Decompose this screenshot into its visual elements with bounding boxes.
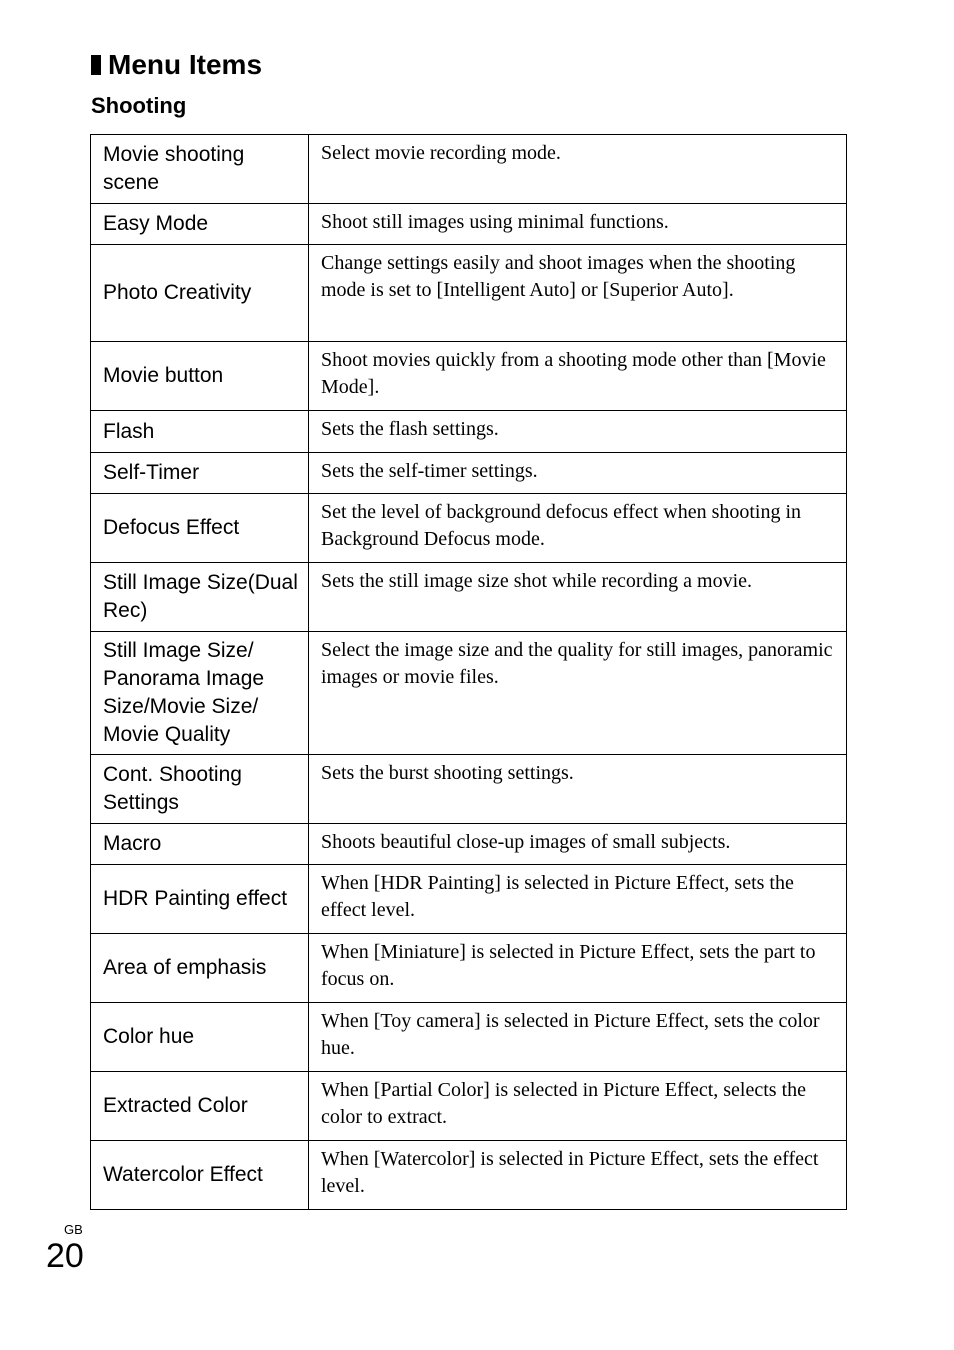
menu-item-name: Movie shooting scene: [91, 135, 309, 204]
menu-item-name: Macro: [91, 824, 309, 865]
menu-item-name: Still Image Size(Dual Rec): [91, 563, 309, 632]
table-row: [91, 865, 847, 934]
table-row: [91, 453, 847, 494]
menu-item-description: Select the image size and the quality for still images, panoramic images or movie files.: [309, 632, 847, 755]
menu-item-description: When [HDR Painting] is selected in Picture Effect, sets the effect level.: [309, 865, 847, 934]
section-heading: [91, 47, 262, 83]
table-row: [91, 411, 847, 453]
menu-item-name: Watercolor Effect: [91, 1141, 309, 1210]
menu-item-description: When [Partial Color] is selected in Picture Effect, selects the color to extract.: [309, 1072, 847, 1141]
menu-item-description: Change settings easily and shoot images when the shooting mode is set to [Intelligent Auto] or [Superior Auto].: [309, 245, 847, 342]
menu-item-description: Sets the still image size shot while recording a movie.: [309, 563, 847, 632]
menu-items-table: [90, 134, 847, 1210]
table-row: [91, 632, 847, 755]
table-row: [91, 1141, 847, 1210]
table-row: [91, 342, 847, 411]
table-row: [91, 1003, 847, 1072]
menu-item-name: Still Image Size/ Panorama Image Size/Movie Size/ Movie Quality: [91, 632, 309, 755]
menu-item-description: Shoots beautiful close-up images of small subjects.: [309, 824, 847, 865]
table-row: [91, 934, 847, 1003]
menu-item-name: Color hue: [91, 1003, 309, 1072]
menu-item-description: Set the level of background defocus effect when shooting in Background Defocus mode.: [309, 494, 847, 563]
heading-marker-icon: [91, 55, 101, 75]
region-code: GB: [64, 1222, 83, 1237]
table-row: [91, 1072, 847, 1141]
menu-item-description: Sets the flash settings.: [309, 411, 847, 453]
menu-item-description: Sets the burst shooting settings.: [309, 755, 847, 824]
menu-item-description: When [Miniature] is selected in Picture Effect, sets the part to focus on.: [309, 934, 847, 1003]
table-row: [91, 494, 847, 563]
menu-item-name: Movie button: [91, 342, 309, 411]
section-title: Menu Items: [108, 49, 263, 80]
page-number: 20: [46, 1237, 84, 1275]
table-row: [91, 755, 847, 824]
table-row: [91, 135, 847, 204]
menu-item-description: When [Toy camera] is selected in Picture Effect, sets the color hue.: [309, 1003, 847, 1072]
menu-item-description: When [Watercolor] is selected in Picture Effect, sets the effect level.: [309, 1141, 847, 1210]
menu-item-name: Self-Timer: [91, 453, 309, 494]
subsection-title: Shooting: [91, 93, 187, 118]
menu-item-name: Area of emphasis: [91, 934, 309, 1003]
table-row: [91, 245, 847, 342]
menu-item-name: Cont. Shooting Settings: [91, 755, 309, 824]
table-row: [91, 204, 847, 245]
menu-item-name: Extracted Color: [91, 1072, 309, 1141]
table-row: [91, 563, 847, 632]
menu-item-description: Shoot still images using minimal functions.: [309, 204, 847, 245]
menu-item-description: Sets the self-timer settings.: [309, 453, 847, 494]
menu-item-description: Select movie recording mode.: [309, 135, 847, 204]
menu-item-name: Photo Creativity: [91, 245, 309, 342]
menu-item-name: HDR Painting effect: [91, 865, 309, 934]
menu-item-name: Flash: [91, 411, 309, 453]
menu-item-description: Shoot movies quickly from a shooting mode other than [Movie Mode].: [309, 342, 847, 411]
menu-item-name: Easy Mode: [91, 204, 309, 245]
menu-item-name: Defocus Effect: [91, 494, 309, 563]
table-row: [91, 824, 847, 865]
